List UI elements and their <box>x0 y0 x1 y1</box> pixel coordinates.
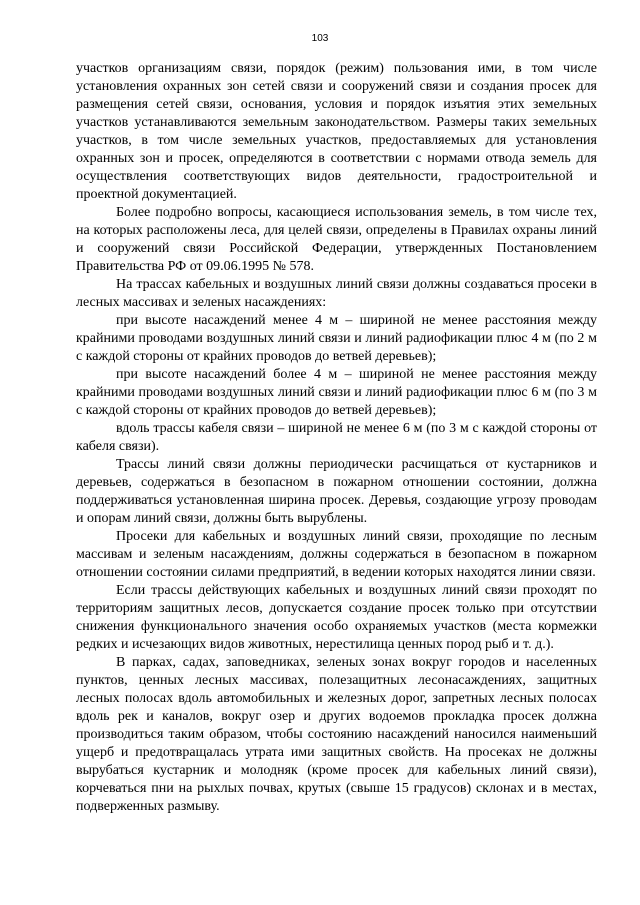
paragraph-10: В парках, садах, заповедниках, зеленых зонах вокруг городов и населенных пунктов, ценных лесных массивах, полезащитных лесонасаждениях, защитных лесных полосах вдоль автомобильных и железных дорог, запретных лесных полосах вдоль рек и каналов, вокруг озер и других водоемов прокладка просек должна производиться таким образом, чтобы состоянию насаждений наносился наименьший ущерб и предотвращалась утрата ими защитных свойств. На просеках не должны вырубаться кустарник и молодняк (кроме просек для кабельных линий связи), корчеваться пни на рыхлых почвах, крутых (свыше 15 градусов) склонах и в местах, подверженных размыву. <box>76 655 597 814</box>
document-body <box>76 60 597 816</box>
paragraph-4: при высоте насаждений менее 4 м – шириной не менее расстояния между крайними проводами воздушных линий связи и линий радиофикации плюс 4 м (по 2 м с каждой стороны от крайних проводов до ветвей деревьев); <box>76 313 597 364</box>
paragraph-3: На трассах кабельных и воздушных линий связи должны создаваться просеки в лесных массивах и зеленых насаждениях: <box>76 277 597 310</box>
page-number: 103 <box>311 33 329 44</box>
paragraph-8: Просеки для кабельных и воздушных линий связи, проходящие по лесным массивам и зеленым насаждениям, должны содержаться в безопасном в пожарном отношении состоянии силами предприятий, в ведении которых находятся линии связи. <box>76 529 597 580</box>
paragraph-1: участков организациям связи, порядок (режим) пользования ими, в том числе установления охранных зон сетей связи и сооружений связи и создания просек для размещения сетей связи, основания, условия и порядок изъятия этих земельных участков устанавливаются земельным законодательством. Размеры таких земельных участков, в том числе земельных участков, предоставляемых для установления охранных зон и просек, определяются в соответствии с нормами отвода земель для осуществления соответствующих видов деятельности, градостроительной и проектной документацией. <box>76 61 597 202</box>
paragraph-2: Более подробно вопросы, касающиеся использования земель, в том числе тех, на которых расположены леса, для целей связи, определены в Правилах охраны линий и сооружений связи Российской Федерации, утвержденных Постановлением Правительства РФ от 09.06.1995 № 578. <box>76 205 597 274</box>
paragraph-6: вдоль трассы кабеля связи – шириной не менее 6 м (по 3 м с каждой стороны от кабеля связи). <box>76 421 597 454</box>
paragraph-5: при высоте насаждений более 4 м – шириной не менее расстояния между крайними проводами воздушных линий связи и линий радиофикации плюс 6 м (по 3 м с каждой стороны от крайних проводов до ветвей деревьев); <box>76 367 597 418</box>
paragraph-9: Если трассы действующих кабельных и воздушных линий связи проходят по территориям защитных лесов, допускается создание просек только при отсутствии снижения функционального значения особо охраняемых участков (места кормежки редких и исчезающих видов животных, нерестилища ценных пород рыб и т. д.). <box>76 583 597 652</box>
paragraph-7: Трассы линий связи должны периодически расчищаться от кустарников и деревьев, содержаться в безопасном в пожарном отношении состоянии, должна поддерживаться установленная ширина просек. Деревья, создающие угрозу проводам и опорам линий связи, должны быть вырублены. <box>76 457 597 526</box>
